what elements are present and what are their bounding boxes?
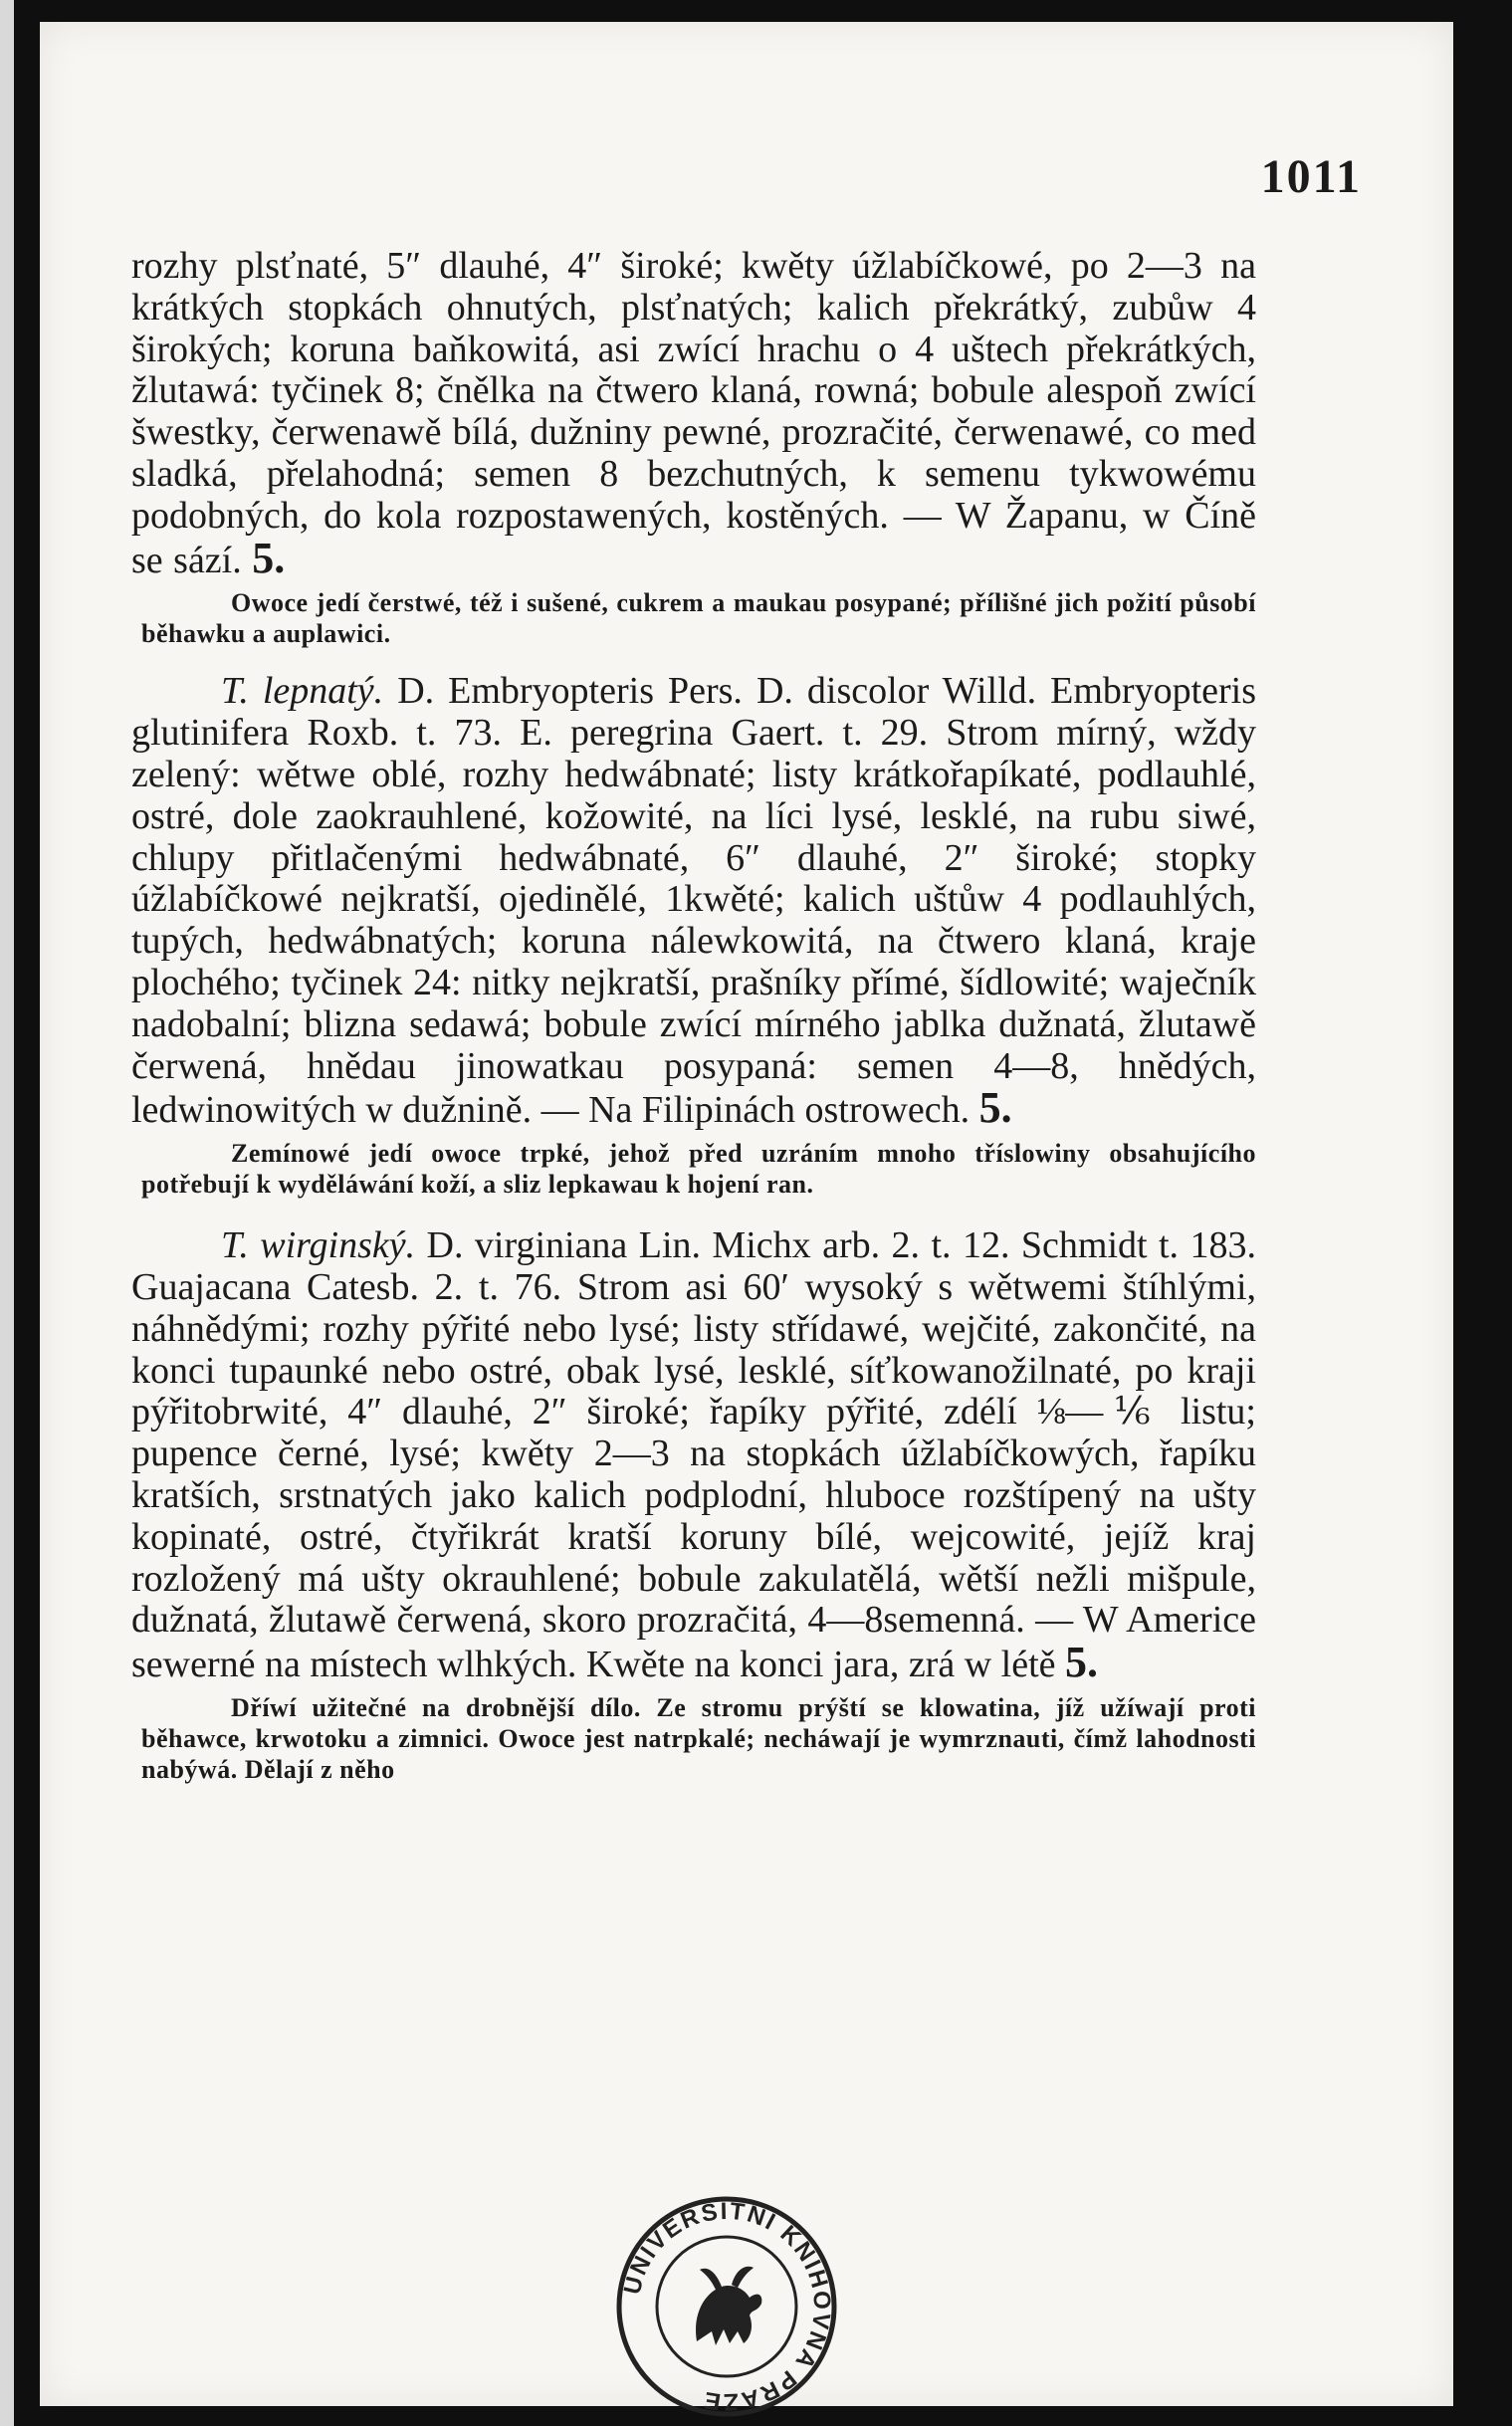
book-page — [40, 22, 1453, 2416]
entry-name: T. lepnatý. — [221, 670, 384, 713]
note-usage: Owoce jedí čerstwé, též i sušené, cukrem a maukau posypané; přílišné jich požití působí běhawku a auplawici. — [141, 588, 1256, 649]
paragraph-species-description — [131, 246, 1256, 581]
cultivation-mark: 5. — [1065, 1638, 1098, 1687]
paragraph-text: rozhy plsťnaté, 5″ dlauhé, 4″ široké; kwěty úžlabíčkowé, po 2—3 na krátkých stopkách ohnutých, plsťnatých; kalich překrátký, zubůw 4 širokých; koruna baňkowitá, asi zwící hrachu o 4 uštech překrátkých, žlutawá: tyčinek 8; čnělka na čtwero klaná, rowná; bobule alespoň zwící šwestky, čerwenawě bílá, dužniny pewné, prozračité, čerwenawé, co med sladká, přelahodná; semen 8 bezchutných, k semenu tykwowému podobných, do kola rozpostawených, kostěných. — W Žapanu, w Číně se sází. — [131, 245, 1256, 581]
svg-text:UNIVERSITNÍ KNIHOVNA PRAZE: UNIVERSITNÍ KNIHOVNA PRAZE — [618, 2197, 836, 2416]
entry-name: T. wirginský. — [221, 1224, 416, 1267]
entry-text: D. Embryopteris Pers. D. discolor Willd. Embryopteris glutinifera Roxb. t. 73. E. peregrina Gaert. t. 29. Strom mírný, wždy zelený: wětwe oblé, rozhy hedwábnaté; listy krátkořapíkaté, podlauhlé, ostré, dole zaokrauhlené, kožowité, na líci lysé, lesklé, na rubu siwé, chlupy přitlačenými hedwábnaté, 6″ dlauhé, 2″ široké; stopky úžlabíčkowé nejkratší, ojedinělé, 1kwěté; kalich uštůw 4 podlauhlých, tupých, hedwábnatých; koruna nálewkowitá, na čtwero klaná, kraje plochého; tyčinek 24: nitky nejkratší, prašníky přímé, šídlowité; waječník nadobalní; blizna sedawá; bobule zwící mírného jablka dužnatá, žlutawě čerwená, hnědau jinowatkau posypaná: semen 4—8, hnědých, ledwinowitých w dužnině. — Na Filipinách ostrowech. — [131, 670, 1256, 1132]
note-usage: Zemínowé jedí owoce trpké, jehož před uzráním mnoho tříslowiny obsahujícího potřebují k wyděláwání koží, a sliz lepkawau k hojení ran. — [141, 1139, 1256, 1200]
cultivation-mark: 5. — [978, 1083, 1012, 1133]
entry-text: D. virginiana Lin. Michx arb. 2. t. 12. Schmidt t. 183. Guajacana Catesb. 2. t. 76. Strom asi 60′ wysoký s wětwemi štíhlými, náhnědými; rozhy pýřité nebo lysé; listy střídawé, wejčité, zakončité, na konci tupaunké nebo ostré, obak lysé, lesklé, síťkowanožilnaté, po kraji pýřitobrwité, 4″ dlauhé, 2″ široké; řapíky pýřité, zdélí ⅛—⅙ listu; pupence černé, lysé; kwěty 2—3 na stopkách úžlabíčkowých, řapíku kratších, srstnatých jako kalich podplodní, hluboce rozštípený na ušty kopinaté, ostré, čtyřikrát kratší koruny bílé, wejcowité, jejíž kraj rozložený má ušty okrauhlené; bobule zakulatělá, wětší nežli mišpule, dužnatá, žlutawě čerwená, skoro prozračitá, 4—8semenná. — W Americe sewerné na místech wlhkých. Kwěte na konci jara, zrá w létě — [131, 1224, 1256, 1686]
note-usage: Dříwí užitečné na drobnější dílo. Ze stromu prýští se klowatina, jíž užíwají proti běhawce, krwotoku a zimnici. Owoce jest natrpkalé; necháwají je wymrznauti, čímž lahodnosti nabýwá. Dělají z něho — [141, 1692, 1256, 1784]
page-number: 1011 — [1260, 150, 1362, 203]
scan-left-edge — [0, 0, 14, 2426]
lion-emblem — [696, 2267, 761, 2345]
cultivation-mark: 5. — [252, 533, 286, 582]
entry-embryopteris — [131, 671, 1256, 1132]
library-stamp — [612, 2192, 841, 2421]
entry-virginiana — [131, 1225, 1256, 1686]
text-block — [131, 246, 1256, 1785]
